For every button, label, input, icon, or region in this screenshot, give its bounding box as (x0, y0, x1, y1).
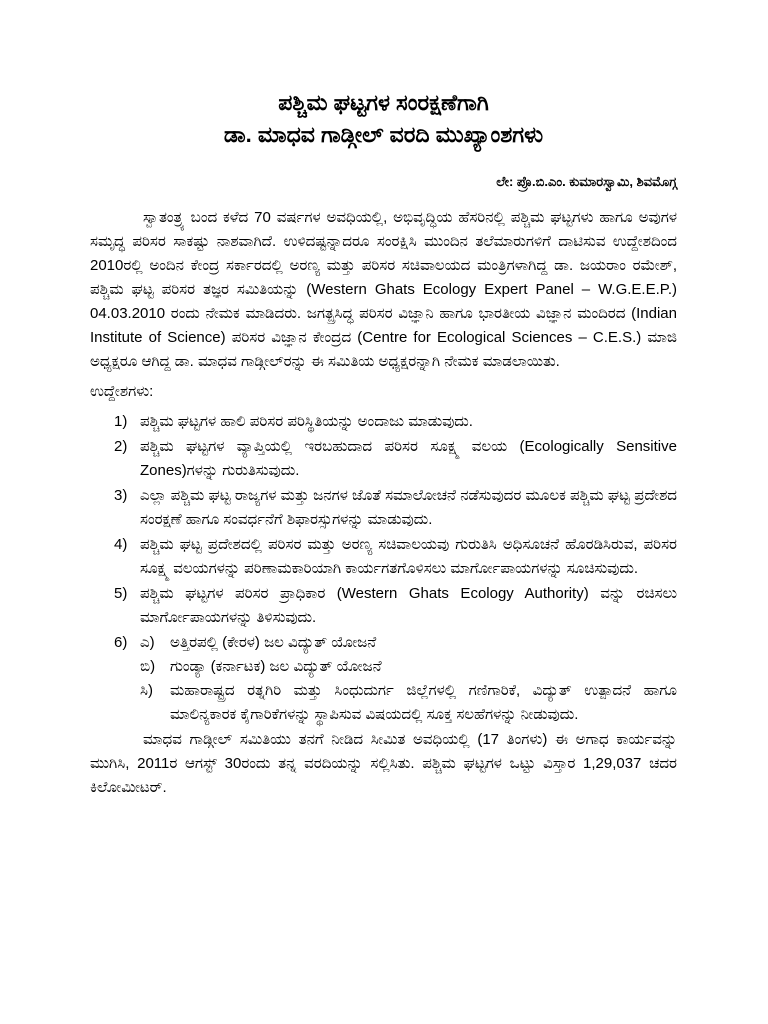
objective-item-5 (114, 582, 677, 630)
subitem-text: ಮಹಾರಾಷ್ಟ್ರದ ರತ್ನಗಿರಿ ಮತ್ತು ಸಿಂಧುದುರ್ಗ ಜಿಲ್ಲೆಗಳಲ್ಲಿ ಗಣಿಗಾರಿಕೆ, ವಿದ್ಯುತ್ ಉತ್ಪಾದನೆ ಹಾಗೂ ಮಾಲಿನ್ಯಕಾರಕ ಕೈಗಾರಿಕೆಗಳನ್ನು ಸ್ಥಾಪಿಸುವ ವಿಷಯದಲ್ಲಿ ಸೂಕ್ತ ಸಲಹೆಗಳನ್ನು ನೀಡುವುದು. (170, 682, 677, 723)
objective-text: ಎಲ್ಲಾ ಪಶ್ಚಿಮ ಘಟ್ಟ ರಾಜ್ಯಗಳ ಮತ್ತು ಜನಗಳ ಜೊತೆ ಸಮಾಲೋಚನೆ ನಡೆಸುವುದರ ಮೂಲಕ ಪಶ್ಚಿಮ ಘಟ್ಟ ಪ್ರದೇಶದ ಸಂರಕ್ಷಣೆ ಹಾಗೂ ಸಂವರ್ಧನೆಗೆ ಶಿಫಾರಸ್ಸುಗಳನ್ನು ಮಾಡುವುದು. (140, 487, 677, 528)
objective-text: ಪಶ್ಚಿಮ ಘಟ್ಟಗಳ ಹಾಲಿ ಪರಿಸರ ಪರಿಸ್ಥಿತಿಯನ್ನು ಅಂದಾಜು ಮಾಡುವುದು. (140, 413, 473, 430)
objective-number: 4) (114, 536, 128, 553)
objective-text: ಪಶ್ಚಿಮ ಘಟ್ಟ ಪ್ರದೇಶದಲ್ಲಿ ಪರಿಸರ ಮತ್ತು ಅರಣ್ಯ ಸಚಿವಾಲಯವು ಗುರುತಿಸಿ ಅಧಿಸೂಚನೆ ಹೊರಡಿಸಿರುವ, ಪರಿಸರ ಸೂಕ್ಷ್ಮ ವಲಯಗಳನ್ನು ಪರಿಣಾಮಕಾರಿಯಾಗಿ ಕಾರ್ಯಗತಗೊಳಿಸಲು ಮಾರ್ಗೋಪಾಯಗಳನ್ನು ಸೂಚಿಸುವುದು. (140, 536, 677, 577)
objective-text: ಪಶ್ಚಿಮ ಘಟ್ಟಗಳ ವ್ಯಾಪ್ತಿಯಲ್ಲಿ ಇರಬಹುದಾದ ಪರಿಸರ ಸೂಕ್ಷ್ಮ ವಲಯ (Ecologically Sensitive Zones)ಗಳನ್ನು ಗುರುತಿಸುವುದು. (140, 438, 677, 479)
objective-number: 6) (114, 634, 128, 651)
objective-subitems (140, 631, 677, 727)
author-byline: ಲೇ: ಪ್ರೊ.ಬಿ.ಎಂ. ಕುಮಾರಸ್ವಾಮಿ, ಶಿವಮೊಗ್ಗ (496, 174, 677, 189)
objective-item-2 (114, 435, 677, 483)
subitem-label: ಬಿ) (140, 658, 156, 675)
objective-item-1 (114, 410, 677, 434)
objective-item-4 (114, 533, 677, 581)
intro-paragraph: ಸ್ವಾತಂತ್ರ್ಯ ಬಂದ ಕಳೆದ 70 ವರ್ಷಗಳ ಅವಧಿಯಲ್ಲಿ, ಅಭಿವೃದ್ಧಿಯ ಹೆಸರಿನಲ್ಲಿ ಪಶ್ಚಿಮ ಘಟ್ಟಗಳು ಹಾಗೂ ಅವುಗಳ ಸಮೃದ್ಧ ಪರಿಸರ ಸಾಕಷ್ಟು ನಾಶವಾಗಿದೆ. ಉಳಿದಷ್ಟನ್ನಾದರೂ ಸಂರಕ್ಷಿಸಿ ಮುಂದಿನ ತಲೆಮಾರುಗಳಿಗೆ ದಾಟಿಸುವ ಉದ್ದೇಶದಿಂದ 2010ರಲ್ಲಿ ಅಂದಿನ ಕೇಂದ್ರ ಸರ್ಕಾರದಲ್ಲಿ ಅರಣ್ಯ ಮತ್ತು ಪರಿಸರ ಸಚಿವಾಲಯದ ಮಂತ್ರಿಗಳಾಗಿದ್ದ ಡಾ. ಜಯರಾಂ ರಮೇಶ್, ಪಶ್ಚಿಮ ಘಟ್ಟ ಪರಿಸರ ತಜ್ಞರ ಸಮಿತಿಯನ್ನು (Western Ghats Ecology Expert Panel – W.G.E.E.P.) 04.03.2010 ರಂದು ನೇಮಕ ಮಾಡಿದರು. ಜಗತ್ಪ್ರಸಿದ್ಧ ಪರಿಸರ ವಿಜ್ಞಾನಿ ಹಾಗೂ ಭಾರತೀಯ ವಿಜ್ಞಾನ ಮಂದಿರದ (Indian Institute of Science) ಪರಿಸರ ವಿಜ್ಞಾನ ಕೇಂದ್ರದ (Centre for Ecological Sciences – C.E.S.) ಮಾಜಿ ಅಧ್ಯಕ್ಷರೂ ಆಗಿದ್ದ ಡಾ. ಮಾಧವ ಗಾಡ್ಗೀಲ್‌ರನ್ನು ಈ ಸಮಿತಿಯ ಅಧ್ಯಕ್ಷರನ್ನಾಗಿ ನೇಮಕ ಮಾಡಲಾಯಿತು. (90, 209, 677, 370)
closing-paragraph: ಮಾಧವ ಗಾಡ್ಗೀಲ್ ಸಮಿತಿಯು ತನಗೆ ನೀಡಿದ ಸೀಮಿತ ಅವಧಿಯಲ್ಲಿ (17 ತಿಂಗಳು) ಈ ಅಗಾಧ ಕಾರ್ಯವನ್ನು ಮುಗಿಸಿ, 2011ರ ಆಗಸ್ಟ್ 30ರಂದು ತನ್ನ ವರದಿಯನ್ನು ಸಲ್ಲಿಸಿತು. ಪಶ್ಚಿಮ ಘಟ್ಟಗಳ ಒಟ್ಟು ವಿಸ್ತಾರ 1,29,037 ಚದರ ಕಿಲೋಮೀಟರ್. (90, 731, 677, 796)
objective-subitem-c (140, 679, 677, 727)
title-line-1: ಪಶ್ಚಿಮ ಘಟ್ಟಗಳ ಸಂರಕ್ಷಣೆಗಾಗಿ (278, 90, 489, 115)
objectives-heading: ಉದ್ದೇಶಗಳು: (90, 383, 154, 400)
objective-number: 5) (114, 585, 128, 602)
objective-number: 3) (114, 487, 128, 504)
objective-item-6 (114, 631, 677, 727)
title-line-2: ಡಾ. ಮಾಧವ ಗಾಡ್ಗೀಲ್ ವರದಿ ಮುಖ್ಯಾಂಶಗಳು (223, 122, 544, 147)
objective-subitem-a (140, 631, 677, 655)
objective-text: ಪಶ್ಚಿಮ ಘಟ್ಟಗಳ ಪರಿಸರ ಪ್ರಾಧಿಕಾರ (Western Ghats Ecology Authority) ವನ್ನು ರಚಿಸಲು ಮಾರ್ಗೋಪಾಯಗಳನ್ನು ತಿಳಿಸುವುದು. (140, 585, 677, 626)
objective-number: 2) (114, 438, 128, 455)
subitem-text: ಗುಂಡ್ಯಾ (ಕರ್ನಾಟಕ) ಜಲ ವಿದ್ಯುತ್ ಯೋಜನೆ (170, 658, 382, 675)
objective-item-3 (114, 484, 677, 532)
objective-subitem-b (140, 655, 677, 679)
subitem-text: ಅತ್ತಿರಪಲ್ಲಿ (ಕೇರಳ) ಜಲ ವಿದ್ಯುತ್ ಯೋಜನೆ (170, 634, 377, 651)
subitem-label: ಸಿ) (140, 682, 153, 699)
subitem-label: ಎ) (140, 634, 155, 651)
objectives-list (114, 410, 677, 727)
objective-number: 1) (114, 413, 128, 430)
